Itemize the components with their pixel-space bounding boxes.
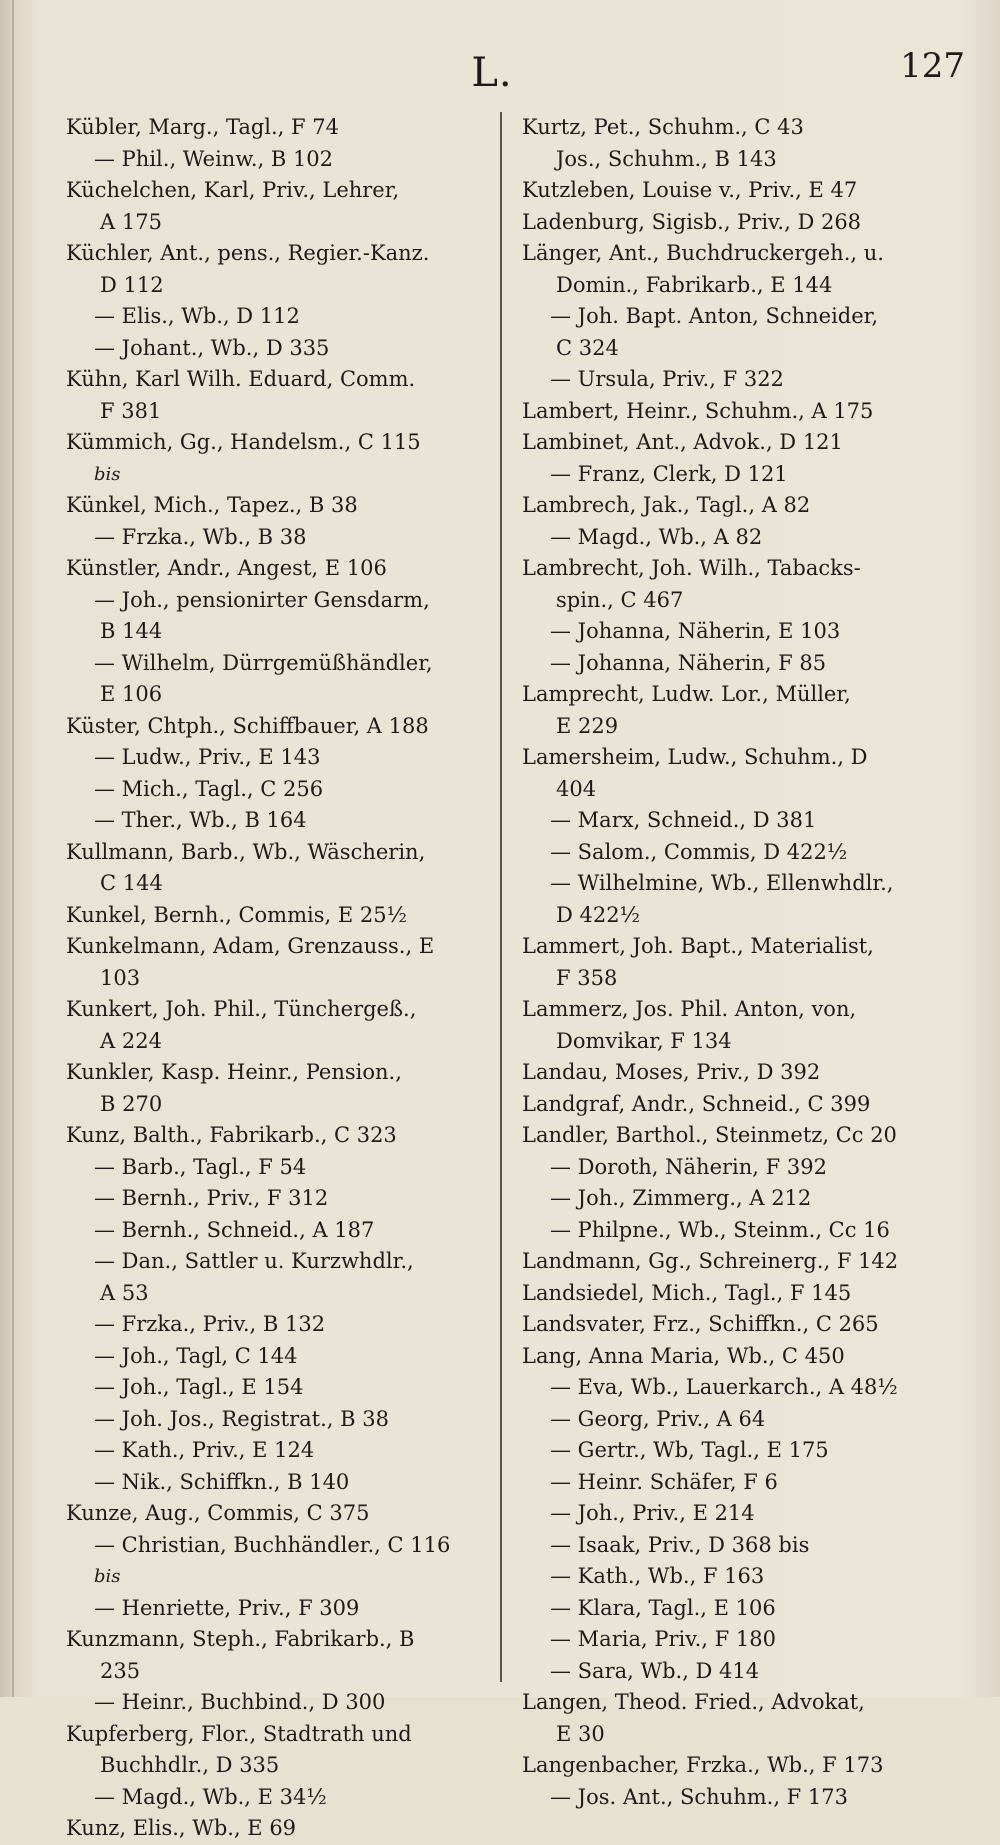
section-letter: L. <box>471 50 513 96</box>
directory-entry-line: Kunz, Elis., Wb., E 69 <box>66 1816 297 1840</box>
directory-entry-line: — Johant., Wb., D 335 <box>94 335 330 360</box>
directory-entry-line: Lambinet, Ant., Advok., D 121 <box>522 430 843 454</box>
directory-entry-line: — Ludw., Priv., E 143 <box>94 745 321 769</box>
directory-entry-line: Domin., Fabrikarb., E 144 <box>556 272 833 297</box>
directory-entry-line: Kunkel, Bernh., Commis, E 25½ <box>66 902 407 927</box>
directory-entry-line: Kümmich, Gg., Handelsm., C 115 <box>66 430 421 454</box>
directory-entry-line: — Johanna, Näherin, F 85 <box>550 650 827 675</box>
directory-entry-line: Länger, Ant., Buchdruckergeh., u. <box>522 241 884 265</box>
directory-entry-line: Kupferberg, Flor., Stadtrath und <box>66 1721 412 1746</box>
directory-entry-line: — Magd., Wb., E 34½ <box>94 1784 327 1809</box>
directory-entry-line: spin., C 467 <box>556 587 684 612</box>
directory-entry-line: — Jos. Ant., Schuhm., F 173 <box>550 1784 849 1809</box>
directory-entry-line: — Gertr., Wb, Tagl., E 175 <box>550 1438 829 1462</box>
directory-entry-line: — Marx, Schneid., D 381 <box>550 808 817 832</box>
directory-entry-line: — Isaak, Priv., D 368 bis <box>550 1532 810 1557</box>
directory-entry-line: — Christian, Buchhändler., C 116 <box>94 1532 451 1557</box>
directory-entry-line: A 224 <box>100 1028 162 1053</box>
directory-entry-line: — Joh., Tagl, C 144 <box>94 1343 298 1368</box>
directory-entry-line: — Georg, Priv., A 64 <box>550 1406 766 1431</box>
directory-entry-line: — Joh., Zimmerg., A 212 <box>550 1186 812 1210</box>
directory-entry-line: — Bernh., Priv., F 312 <box>94 1186 329 1210</box>
directory-entry-line: — Magd., Wb., A 82 <box>550 524 763 549</box>
directory-entry-line: Kurtz, Pet., Schuhm., C 43 <box>522 115 804 139</box>
directory-entry-line: Domvikar, F 134 <box>556 1028 732 1053</box>
directory-entry-line: — Henriette, Priv., F 309 <box>94 1595 360 1620</box>
directory-entry-line: Kullmann, Barb., Wb., Wäscherin, <box>66 839 426 864</box>
directory-entry-line: Landsvater, Frz., Schiffkn., C 265 <box>522 1312 879 1336</box>
directory-entry-line: — Joh., pensionirter Gensdarm, <box>94 587 430 612</box>
directory-entry-line: — Dan., Sattler u. Kurzwhdlr., <box>94 1249 414 1273</box>
directory-entry-line: Langen, Theod. Fried., Advokat, <box>522 1690 865 1714</box>
page-gutter <box>12 0 14 1697</box>
directory-entry-line: Kübler, Marg., Tagl., F 74 <box>66 115 339 139</box>
directory-entry-line: Lambrech, Jak., Tagl., A 82 <box>522 493 811 517</box>
directory-entry-line: E 106 <box>100 682 163 706</box>
directory-entry-line: Langenbacher, Frzka., Wb., F 173 <box>522 1753 884 1777</box>
directory-entry-line: Lammert, Joh. Bapt., Materialist, <box>522 934 874 958</box>
directory-entry-line: — Philpne., Wb., Steinm., Cc 16 <box>550 1217 890 1242</box>
directory-entry-line: Lambert, Heinr., Schuhm., A 175 <box>522 398 874 423</box>
directory-entry-line: C 144 <box>100 871 163 895</box>
directory-entry-line: — Bernh., Schneid., A 187 <box>94 1217 375 1242</box>
directory-entry-line: — Joh., Tagl., E 154 <box>94 1375 304 1399</box>
directory-entry-line: — Salom., Commis, D 422½ <box>550 839 848 864</box>
directory-entry-line: — Sara, Wb., D 414 <box>550 1658 760 1683</box>
directory-entry-line: E 30 <box>556 1721 605 1746</box>
directory-entry-line: — Franz, Clerk, D 121 <box>550 461 788 486</box>
directory-entry-line: — Wilhelmine, Wb., Ellenwhdlr., <box>550 871 894 895</box>
directory-entry-line: Künkel, Mich., Tapez., B 38 <box>66 493 358 517</box>
directory-entry-line: Kunkert, Joh. Phil., Tünchergeß., <box>66 997 417 1021</box>
directory-entry-line: — Joh., Priv., E 214 <box>550 1501 755 1525</box>
directory-entry-line: Landmann, Gg., Schreinerg., F 142 <box>522 1249 899 1273</box>
directory-entry-line: Kunze, Aug., Commis, C 375 <box>66 1501 370 1525</box>
directory-entry-line: Lamersheim, Ludw., Schuhm., D <box>522 745 868 769</box>
directory-entry-line: B 144 <box>100 619 163 643</box>
directory-entry-line: — Kath., Priv., E 124 <box>94 1438 315 1462</box>
directory-entry-line: — Joh. Jos., Registrat., B 38 <box>94 1406 389 1431</box>
directory-entry-line: A 53 <box>100 1280 149 1305</box>
directory-entry-line: Lamprecht, Ludw. Lor., Müller, <box>522 682 851 706</box>
directory-entry-line: — Klara, Tagl., E 106 <box>550 1595 776 1620</box>
directory-entry-line: — Joh. Bapt. Anton, Schneider, <box>550 304 879 328</box>
directory-entry-line: Künstler, Andr., Angest, E 106 <box>66 556 387 580</box>
right-column <box>522 112 962 1813</box>
directory-entry-line: Landler, Barthol., Steinmetz, Cc 20 <box>522 1123 897 1147</box>
directory-entry-line: Küchler, Ant., pens., Regier.-Kanz. <box>66 241 430 265</box>
directory-entry-line: F 358 <box>556 965 618 990</box>
directory-entry-line: — Eva, Wb., Lauerkarch., A 48½ <box>550 1375 898 1399</box>
directory-entry-line: F 381 <box>100 398 162 423</box>
directory-entry-line: Küchelchen, Karl, Priv., Lehrer, <box>66 178 400 202</box>
directory-entry-line: D 422½ <box>556 902 640 927</box>
page-number: 127 <box>900 46 965 86</box>
directory-entry-line: — Frzka., Wb., B 38 <box>94 524 307 549</box>
directory-entry-line: 404 <box>556 776 597 801</box>
directory-entry-line: — Ursula, Priv., F 322 <box>550 367 784 391</box>
directory-entry-line: Kunz, Balth., Fabrikarb., C 323 <box>66 1123 397 1147</box>
left-column <box>66 112 506 1845</box>
directory-entry-line: — Johanna, Näherin, E 103 <box>550 619 841 643</box>
directory-entry-line: Landsiedel, Mich., Tagl., F 145 <box>522 1280 852 1305</box>
directory-entry-line: — Elis., Wb., D 112 <box>94 304 300 328</box>
directory-entry-line: Kunzmann, Steph., Fabrikarb., B <box>66 1627 415 1651</box>
directory-entry-line: bis <box>94 463 121 485</box>
directory-entry-line: — Kath., Wb., F 163 <box>550 1564 765 1588</box>
directory-entry-line: — Barb., Tagl., F 54 <box>94 1154 307 1179</box>
directory-entry-line: — Maria, Priv., F 180 <box>550 1627 776 1651</box>
directory-entry-line: — Nik., Schiffkn., B 140 <box>94 1469 350 1494</box>
directory-entry-line: B 270 <box>100 1091 163 1116</box>
directory-entry-line: — Heinr., Buchbind., D 300 <box>94 1690 386 1714</box>
directory-entry-line: Buchhdlr., D 335 <box>100 1753 280 1777</box>
column-divider <box>500 112 502 1682</box>
directory-entry-line: Küster, Chtph., Schiffbauer, A 188 <box>66 713 429 738</box>
directory-entry-line: E 229 <box>556 713 619 738</box>
directory-entry-line: Jos., Schuhm., B 143 <box>556 146 777 171</box>
directory-entry-line: Landau, Moses, Priv., D 392 <box>522 1060 821 1084</box>
directory-entry-line: — Ther., Wb., B 164 <box>94 808 307 832</box>
directory-entry-line: Landgraf, Andr., Schneid., C 399 <box>522 1091 871 1116</box>
directory-entry-line: 103 <box>100 965 141 990</box>
directory-entry-line: Kutzleben, Louise v., Priv., E 47 <box>522 178 858 202</box>
directory-entry-line: bis <box>94 1566 121 1587</box>
directory-entry-line: — Heinr. Schäfer, F 6 <box>550 1469 778 1494</box>
directory-entry-line: A 175 <box>100 209 162 234</box>
directory-entry-line: — Frzka., Priv., B 132 <box>94 1312 326 1336</box>
directory-entry-line: C 324 <box>556 335 619 360</box>
directory-entry-line: — Phil., Weinw., B 102 <box>94 146 334 171</box>
directory-entry-line: Lang, Anna Maria, Wb., C 450 <box>522 1343 845 1368</box>
directory-entry-line: — Wilhelm, Dürrgemüßhändler, <box>94 650 433 675</box>
directory-entry-line: — Mich., Tagl., C 256 <box>94 776 324 801</box>
directory-entry-line: Lammerz, Jos. Phil. Anton, von, <box>522 997 857 1021</box>
directory-entry-line: 235 <box>100 1658 141 1683</box>
directory-entry-line: Ladenburg, Sigisb., Priv., D 268 <box>522 209 862 234</box>
directory-entry-line: Kunkler, Kasp. Heinr., Pension., <box>66 1060 402 1084</box>
directory-entry-line: Lambrecht, Joh. Wilh., Tabacks- <box>522 556 861 580</box>
directory-entry-line: — Doroth, Näherin, F 392 <box>550 1154 827 1179</box>
directory-entry-line: Kunkelmann, Adam, Grenzauss., E <box>66 934 435 958</box>
directory-entry-line: D 112 <box>100 272 164 297</box>
directory-entry-line: Kühn, Karl Wilh. Eduard, Comm. <box>66 367 416 391</box>
